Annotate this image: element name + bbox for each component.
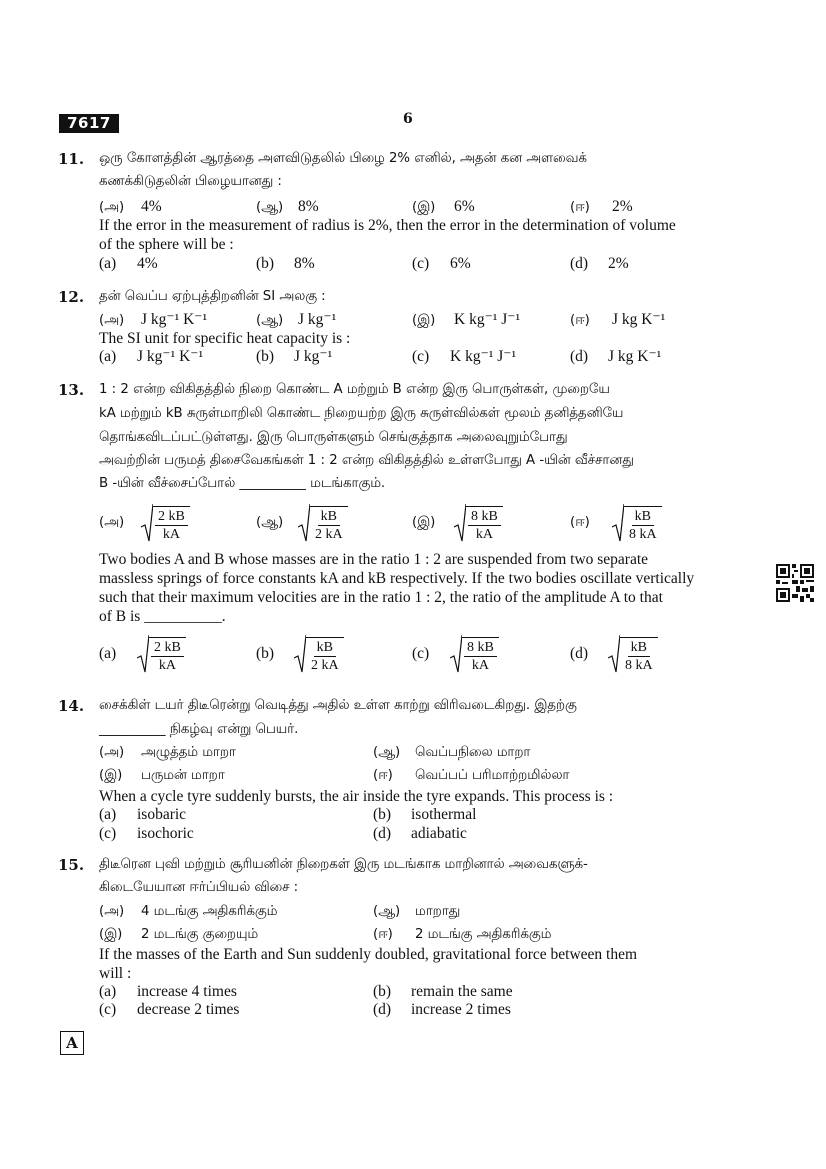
option: (ஈ) வெப்பப் பரிமாற்றமில்லா: [373, 768, 570, 783]
question-text-en: of B is __________.: [99, 608, 226, 625]
option: (b) J kg⁻¹: [256, 348, 333, 365]
option: (அ) 4%: [99, 198, 162, 215]
question-text-en: massless springs of force constants kA and kB respectively. If the two bodies oscillate vertically: [99, 570, 695, 587]
question-text-ta: ஒரு கோளத்தின் ஆரத்தை அளவிடுதலில் பிழை 2% எனில், அதன் கன அளவைக்: [99, 151, 587, 166]
option: (ஆ) $\frac{kB}{2 kA}$: [256, 503, 348, 543]
option: (ஆ) J kg⁻¹: [256, 311, 337, 328]
option: (d) 2%: [570, 255, 629, 272]
question-text-ta: 1 : 2 என்ற விகிதத்தில் நிறை கொண்ட A மற்றும் B என்ற இரு பொருள்கள், முறையே: [99, 382, 610, 397]
option: (இ) பருமன் மாறா: [99, 768, 225, 783]
option: (d) increase 2 times: [373, 1001, 511, 1018]
question-text-en: Two bodies A and B whose masses are in the ratio 1 : 2 are suspended from two separate: [99, 551, 649, 568]
question-text-ta: தொங்கவிடப்பட்டுள்ளது. இரு பொருள்களும் செங்குத்தாக அலைவுறும்போது: [99, 430, 568, 445]
option: (a) $\frac{2 kB}{kA}$: [99, 634, 186, 674]
qr-code-icon: [776, 564, 814, 602]
question-text-ta: kA மற்றும் kB சுருள்மாறிலி கொண்ட நிறையற்ற இரு சுருள்வில்கள் மூலம் தனித்தனியே: [99, 406, 624, 421]
option: (a) increase 4 times: [99, 983, 237, 1000]
option: (a) 4%: [99, 255, 158, 272]
option: (b) remain the same: [373, 983, 513, 1000]
question-number: 12.: [58, 288, 85, 306]
option: (c) decrease 2 times: [99, 1001, 240, 1018]
option: (ஈ) 2 மடங்கு அதிகரிக்கும்: [373, 927, 552, 942]
option: (b) 8%: [256, 255, 315, 272]
option: (ஆ) மாறாது: [373, 904, 461, 919]
question-text-en: of the sphere will be :: [99, 236, 234, 253]
option: (c) isochoric: [99, 825, 194, 842]
option: (இ) 6%: [412, 198, 475, 215]
option: (c) 6%: [412, 255, 471, 272]
question-text-en: such that their maximum velocities are in the ratio 1 : 2, the ratio of the amplitude A to that: [99, 589, 663, 606]
option: (ஈ) $\frac{kB}{8 kA}$: [570, 503, 662, 543]
question-text-ta: திடீரென புவி மற்றும் சூரியனின் நிறைகள் இரு மடங்காக மாறினால் அவைகளுக்-: [99, 857, 588, 872]
series-box: A: [60, 1031, 84, 1055]
question-number: 11.: [58, 150, 85, 168]
option: (d) J kg K⁻¹: [570, 348, 662, 365]
option: (இ) K kg⁻¹ J⁻¹: [412, 311, 521, 328]
option: (இ) $\frac{8 kB}{kA}$: [412, 503, 503, 543]
question-text-en: The SI unit for specific heat capacity is :: [99, 330, 351, 347]
option: (b) isothermal: [373, 806, 477, 823]
question-text-ta: அவற்றின் பருமத் திசைவேகங்கள் 1 : 2 என்ற விகிதத்தில் உள்ளபோது A -யின் வீச்சானது: [99, 453, 634, 468]
question-text-ta: கிடையேயான ஈர்ப்பியல் விசை :: [99, 880, 299, 895]
question-text-en: will :: [99, 965, 132, 982]
option: (ஆ) வெப்பநிலை மாறா: [373, 745, 531, 760]
option: (c) $\frac{8 kB}{kA}$: [412, 634, 499, 674]
option: (அ) $\frac{2 kB}{kA}$: [99, 503, 190, 543]
option: (a) isobaric: [99, 806, 187, 823]
question-number: 15.: [58, 856, 85, 874]
question-number: 13.: [58, 381, 85, 399]
option: (அ) அழுத்தம் மாறா: [99, 745, 236, 760]
option: (இ) 2 மடங்கு குறையும்: [99, 927, 259, 942]
option: (d) $\frac{kB}{8 kA}$: [570, 634, 658, 674]
page-number: 6: [403, 111, 413, 127]
option: (a) J kg⁻¹ K⁻¹: [99, 348, 204, 365]
option: (c) K kg⁻¹ J⁻¹: [412, 348, 517, 365]
option: (b) $\frac{kB}{2 kA}$: [256, 634, 344, 674]
question-text-ta: B -யின் வீச்சைப்போல் __________ மடங்காகும்.: [99, 476, 386, 491]
option: (அ) J kg⁻¹ K⁻¹: [99, 311, 208, 328]
option: (d) adiabatic: [373, 825, 467, 842]
option: (அ) 4 மடங்கு அதிகரிக்கும்: [99, 904, 278, 919]
question-text-ta: கணக்கிடுதலின் பிழையானது :: [99, 174, 282, 189]
question-text-en: If the error in the measurement of radius is 2%, then the error in the determination of volume: [99, 217, 676, 234]
question-text-en: If the masses of the Earth and Sun suddenly doubled, gravitational force between them: [99, 946, 638, 963]
question-text-ta: தன் வெப்ப ஏற்புத்திறனின் SI அலகு :: [99, 289, 326, 304]
option: (ஆ) 8%: [256, 198, 319, 215]
question-number: 14.: [58, 697, 85, 715]
option: (ஈ) J kg K⁻¹: [570, 311, 666, 328]
paper-code: 7617: [59, 114, 119, 133]
question-text-ta: __________ நிகழ்வு என்று பெயர்.: [99, 722, 299, 737]
question-text-ta: சைக்கிள் டயர் திடீரென்று வெடித்து அதில் உள்ள காற்று விரிவடைகிறது. இதற்கு: [99, 698, 577, 713]
option: (ஈ) 2%: [570, 198, 633, 215]
question-text-en: When a cycle tyre suddenly bursts, the air inside the tyre expands. This process is :: [99, 788, 614, 805]
